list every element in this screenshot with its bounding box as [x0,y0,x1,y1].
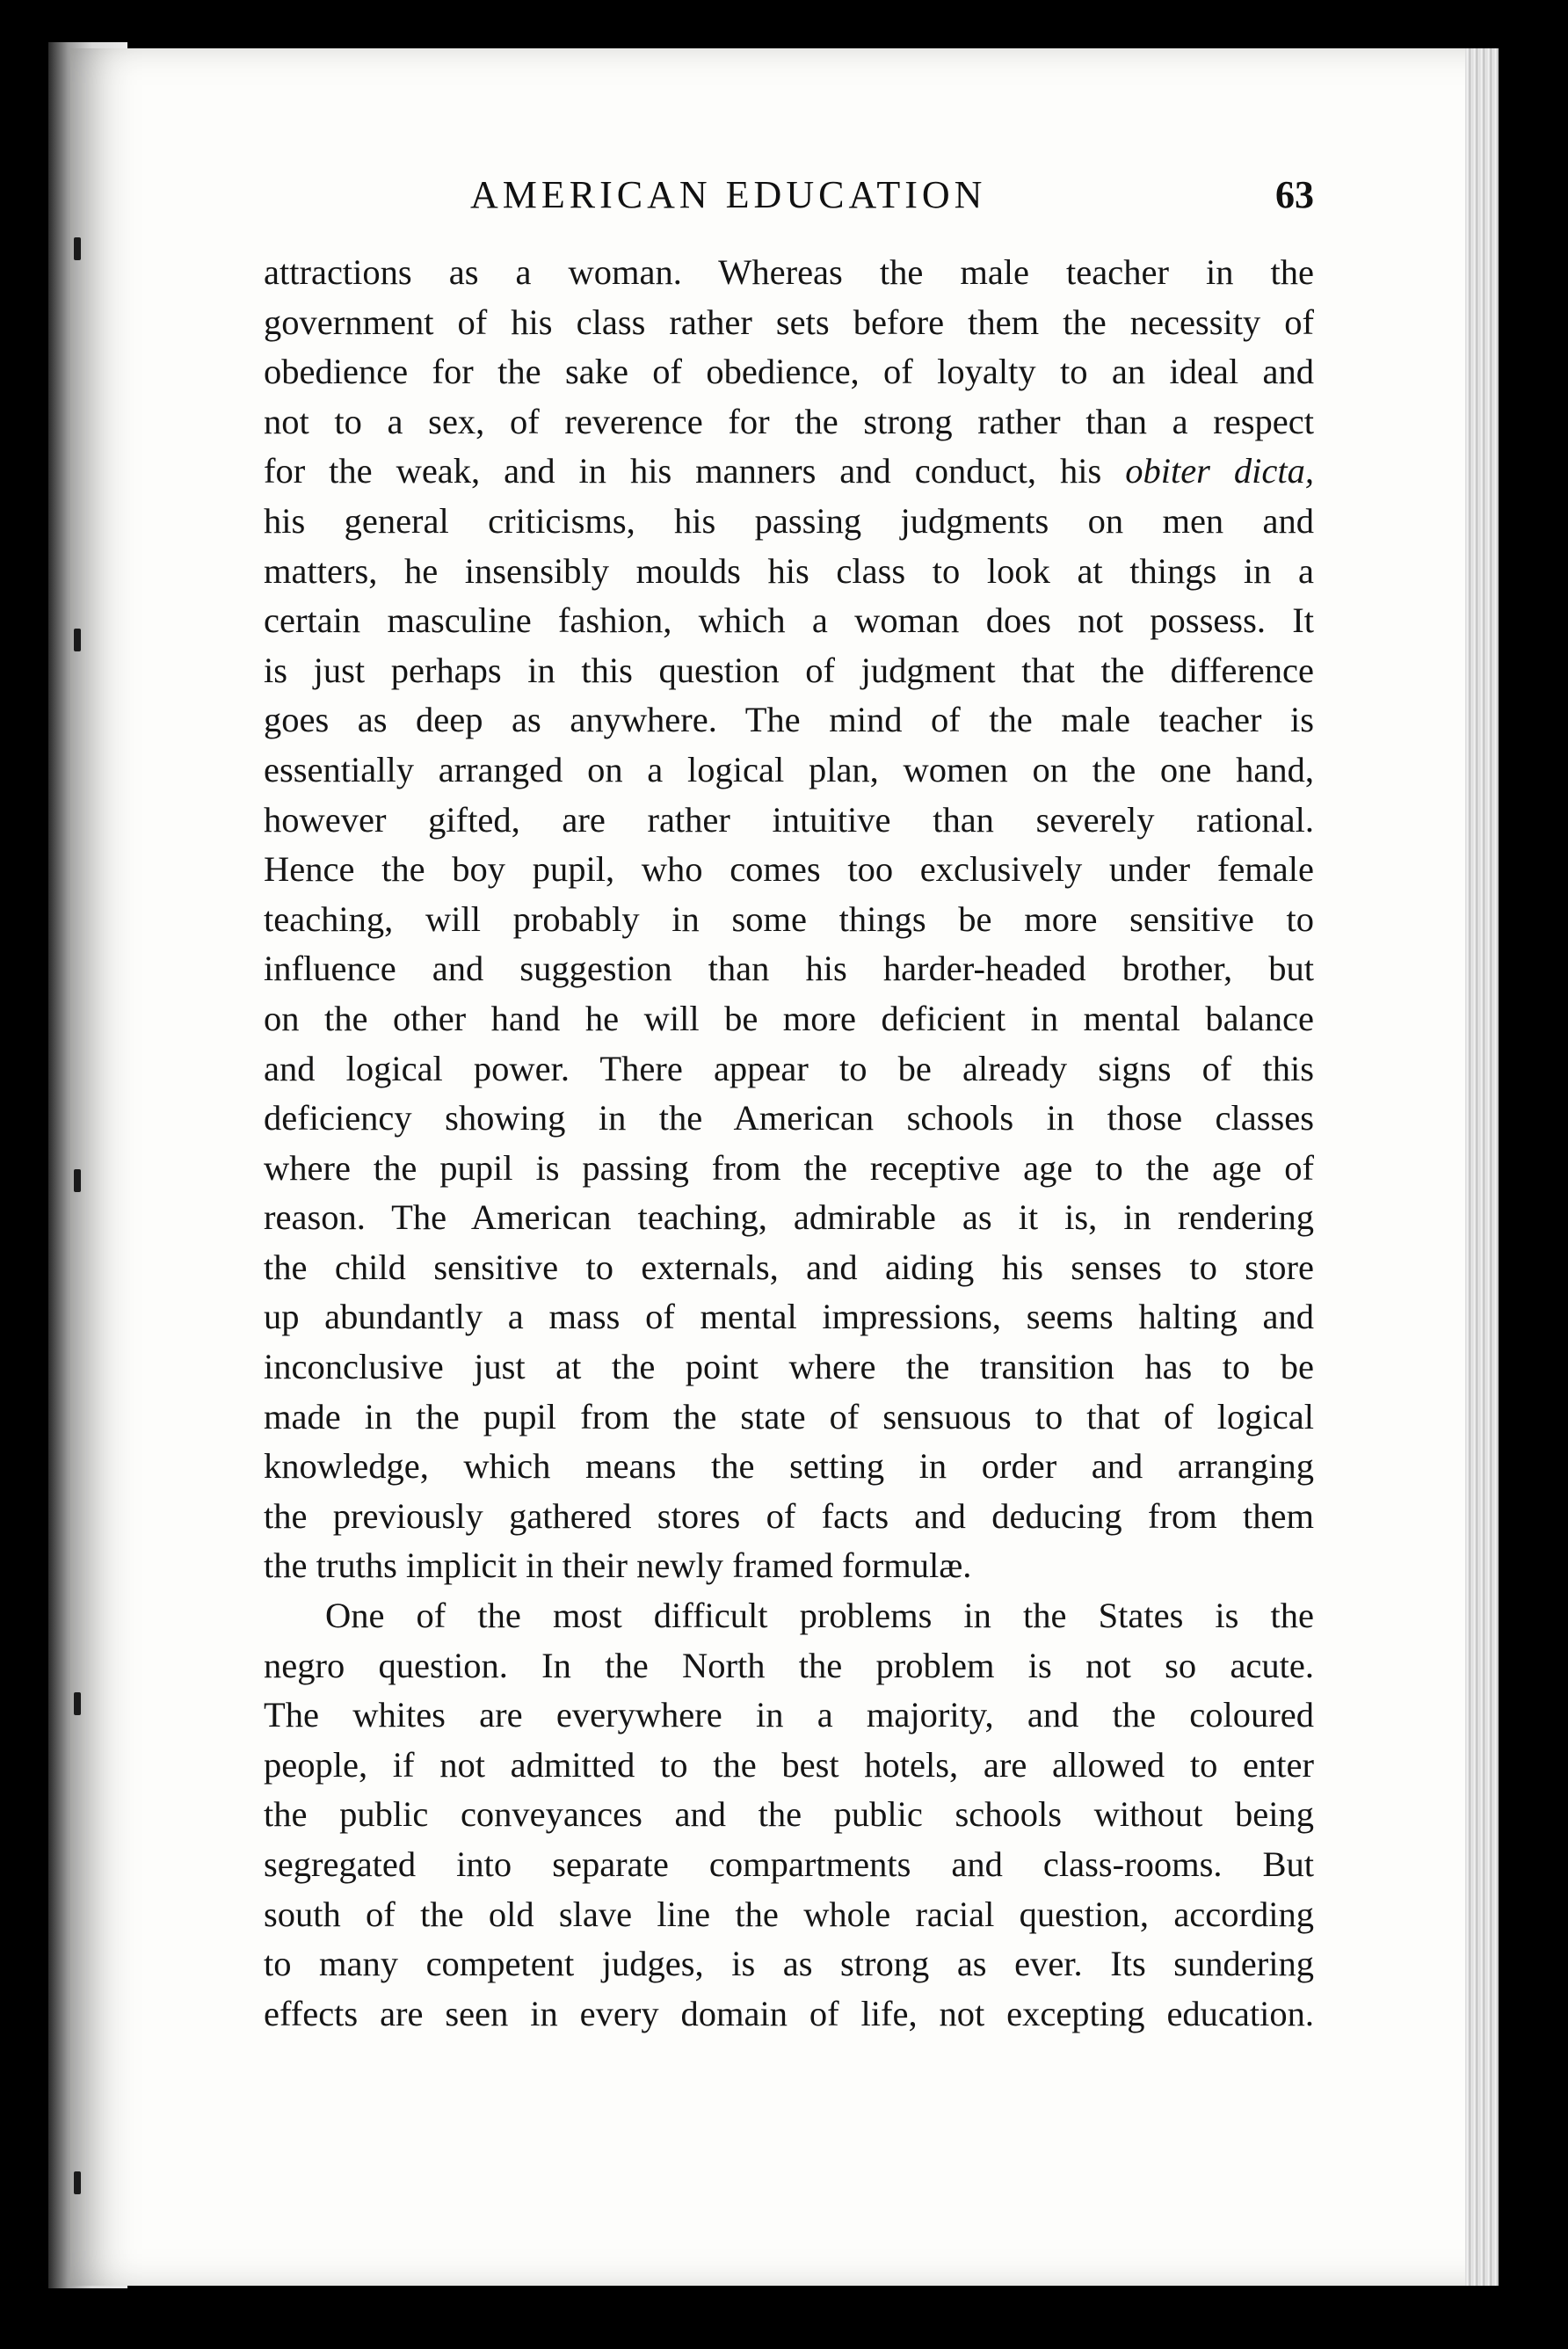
text-line: matters, he insensibly moulds his class to look at things in a [264,550,1314,591]
paragraph-2 [264,1591,1314,2039]
text-line: south of the old slave line the whole racial question, according [264,1894,1314,1934]
text-line: knowledge, which means the setting in order and arranging [264,1446,1314,1487]
text-line: attractions as a woman. Whereas the male teacher in the [264,252,1314,292]
text-line: The whites are everywhere in a majority, and the coloured [264,1695,1314,1735]
text-line: deficiency showing in the American schools in those classes [264,1098,1314,1138]
text-segment: for the weak, and in his manners and conduct, his [264,451,1126,491]
text-line: government of his class rather sets before them the necessity of [264,302,1314,342]
page-header [264,158,1314,220]
binding-mark [74,1169,81,1192]
text-line: where the pupil is passing from the receptive age to the age of [264,1147,1314,1188]
italic-phrase: obiter dicta, [1125,451,1314,491]
text-line: inconclusive just at the point where the transition has to be [264,1347,1314,1387]
text-line: up abundantly a mass of mental impressions, seems halting and [264,1297,1314,1337]
text-line: the public conveyances and the public schools without being [264,1794,1314,1835]
text-line: is just perhaps in this question of judgment that the difference [264,650,1314,690]
binding-mark [74,629,81,651]
text-line: reason. The American teaching, admirable as it is, in rendering [264,1197,1314,1238]
text-line: the truths implicit in their newly framed formulæ. [264,1545,972,1586]
text-line: goes as deep as anywhere. The mind of the male teacher is [264,700,1314,740]
text-line: negro question. In the North the problem is not so acute. [264,1645,1314,1685]
text-line: teaching, will probably in some things be more sensitive to [264,898,1314,939]
text-line: effects are seen in every domain of life, not excepting education. [264,1993,1314,2033]
text-line: the child sensitive to externals, and aiding his senses to store [264,1247,1314,1287]
binding-mark [74,237,81,260]
text-line: essentially arranged on a logical plan, women on the one hand, [264,749,1314,789]
text-line: and logical power. There appear to be already signs of this [264,1048,1314,1088]
text-line: however gifted, are rather intuitive than severely rational. [264,799,1314,840]
page-number: 63 [1275,173,1314,216]
text-line: people, if not admitted to the best hotels, are allowed to enter [264,1744,1314,1785]
text-body [264,248,1314,2039]
text-line: not to a sex, of reverence for the strong rather than a respect [264,401,1314,441]
text-line: on the other hand he will be more deficient in mental balance [264,998,1314,1038]
text-line: made in the pupil from the state of sensuous to that of logical [264,1396,1314,1436]
text-line [264,447,1314,497]
text-line: segregated into separate compartments and class-rooms. But [264,1844,1314,1884]
running-title: AMERICAN EDUCATION [470,173,987,216]
text-line: influence and suggestion than his harder-headed brother, but [264,949,1314,989]
text-line: certain masculine fashion, which a woman does not possess. It [264,600,1314,641]
paragraph-1 [264,248,1314,1591]
binding-mark [74,1692,81,1715]
text-line: his general criticisms, his passing judgments on men and [264,500,1314,541]
text-line: One of the most difficult problems in the States is the [325,1596,1314,1636]
binding-mark [74,2171,81,2194]
text-line: obedience for the sake of obedience, of loyalty to an ideal and [264,352,1314,392]
text-line: the previously gathered stores of facts and deducing from them [264,1495,1314,1536]
text-line: Hence the boy pupil, who comes too exclusively under female [264,849,1314,890]
text-line: to many competent judges, is as strong as ever. Its sundering [264,1944,1314,1984]
page-edge-shading [1465,48,1499,2286]
